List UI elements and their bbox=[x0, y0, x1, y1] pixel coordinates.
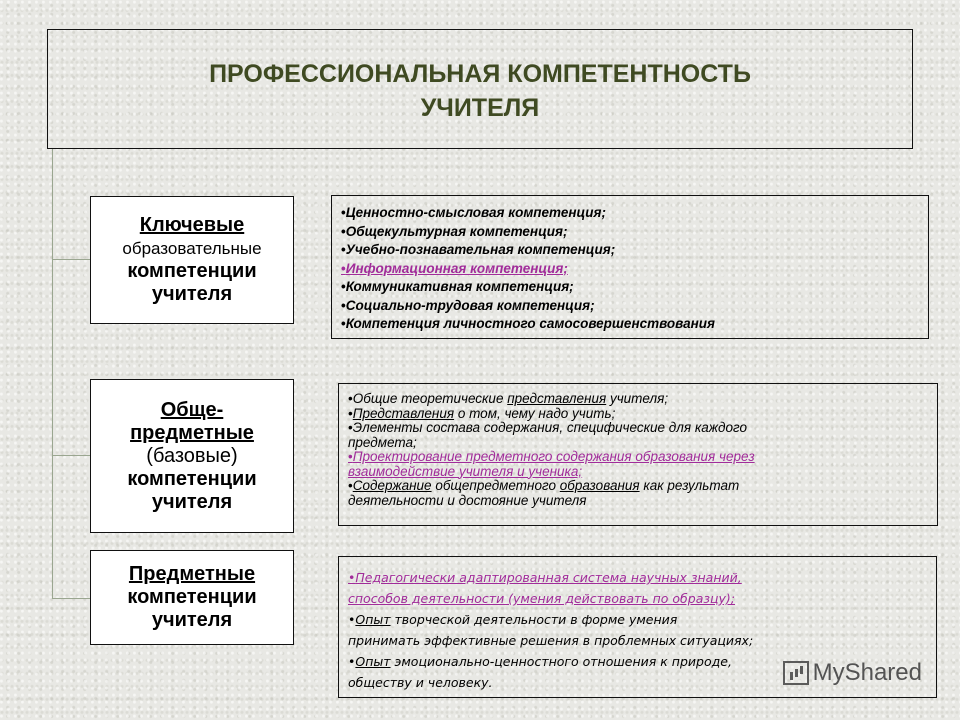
connector-branch-1 bbox=[52, 259, 90, 260]
category-label-line: учителя bbox=[151, 283, 233, 305]
category-label-line: (базовые) bbox=[146, 444, 238, 467]
list-item: •Общие теоретические представления учителя; bbox=[348, 391, 669, 406]
category-label-line: Ключевые bbox=[139, 214, 245, 236]
connector-branch-3 bbox=[52, 598, 90, 599]
list-item: •Компетенция личностного самосовершенствования bbox=[341, 316, 716, 331]
list-item-continuation: обществу и человеку. bbox=[348, 675, 493, 690]
list-item: •Опыт творческой деятельности в форме умения bbox=[348, 612, 678, 627]
category-general-subject-competencies bbox=[90, 379, 294, 533]
title-box bbox=[47, 29, 913, 149]
title-line-2: УЧИТЕЛЯ bbox=[420, 94, 540, 122]
list-item-highlighted: •Педагогически адаптированная система научных знаний, bbox=[348, 570, 742, 585]
connector-branch-2 bbox=[52, 455, 90, 456]
list-item: •Представления о том, чему надо учить; bbox=[348, 405, 616, 421]
watermark bbox=[783, 659, 922, 687]
list-item-highlighted: •Проектирование предметного содержания образования через bbox=[348, 449, 755, 464]
category-label-line: компетенции bbox=[127, 467, 257, 490]
list-item: •Социально-трудовая компетенция; bbox=[341, 297, 595, 313]
category-label-line: компетенции bbox=[127, 586, 257, 608]
list-item: •Опыт эмоционально-ценностного отношения к природе, bbox=[348, 654, 732, 669]
category-key-competencies bbox=[90, 196, 294, 324]
category-label-line: Предметные bbox=[128, 563, 256, 585]
category-label-line: компетенции bbox=[127, 260, 257, 282]
general-subject-list-box bbox=[338, 383, 938, 526]
category-label-line: учителя bbox=[151, 609, 233, 631]
list-item: •Учебно-познавательная компетенция; bbox=[341, 242, 616, 257]
watermark-text: MyShared bbox=[812, 659, 922, 686]
list-item: •Ценностно-смысловая компетенция; bbox=[341, 205, 606, 220]
list-item-highlighted-continuation: взаимодействие учителя и ученика; bbox=[348, 463, 583, 479]
category-label-line: Обще- bbox=[160, 398, 224, 421]
list-item-highlighted-continuation: способов деятельности (умения действовать по образцу); bbox=[348, 591, 736, 606]
category-label-line: образовательные bbox=[122, 239, 262, 258]
list-item: •Общекультурная компетенция; bbox=[341, 223, 568, 239]
title-line-1: ПРОФЕССИОНАЛЬНАЯ КОМПЕТЕНТНОСТЬ bbox=[209, 60, 751, 88]
category-label-line: учителя bbox=[151, 490, 233, 513]
list-item-continuation: деятельности и достояние учителя bbox=[348, 492, 587, 508]
key-competencies-list-box bbox=[331, 195, 929, 339]
category-label-line: предметные bbox=[130, 421, 254, 444]
connector-vertical bbox=[52, 149, 53, 599]
list-item: •Элементы состава содержания, специфические для каждого bbox=[348, 420, 747, 435]
presentation-chart-icon bbox=[783, 661, 809, 685]
list-item-highlighted: •Информационная компетенция; bbox=[341, 260, 568, 276]
list-item-continuation: принимать эффективные решения в проблемных ситуациях; bbox=[348, 633, 754, 648]
category-subject-competencies bbox=[90, 550, 294, 645]
page-title bbox=[209, 53, 751, 125]
list-item: •Содержание общепредметного образования как результат bbox=[348, 478, 740, 493]
list-item: •Коммуникативная компетенция; bbox=[341, 279, 574, 294]
list-item-continuation: предмета; bbox=[348, 434, 417, 450]
